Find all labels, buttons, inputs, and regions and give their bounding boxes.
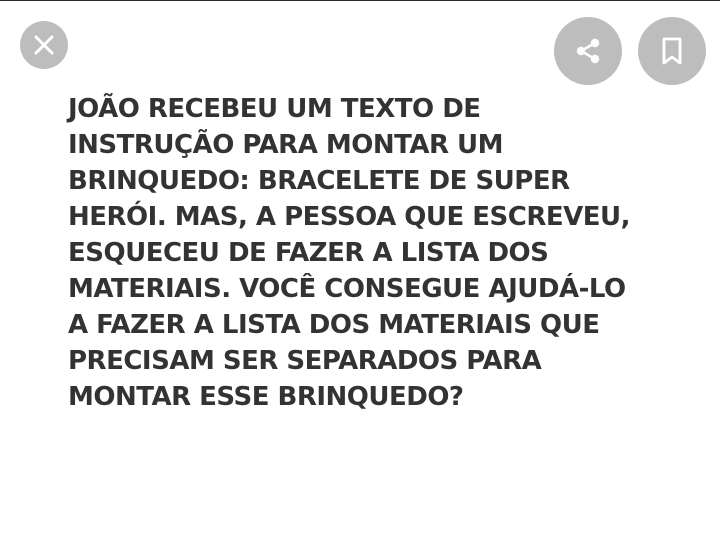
share-button[interactable] [554, 17, 622, 85]
bookmark-button[interactable] [638, 17, 706, 85]
question-line: MATERIAIS. VOCÊ CONSEGUE AJUDÁ-LO [68, 274, 626, 304]
question-text [68, 91, 668, 415]
question-line: PRECISAM SER SEPARADOS PARA [68, 346, 542, 376]
question-line: INSTRUÇÃO PARA MONTAR UM [68, 130, 504, 160]
question-line: MONTAR ESSE BRINQUEDO? [68, 382, 464, 412]
question-line: JOÃO RECEBEU UM TEXTO DE [68, 94, 481, 124]
bookmark-icon [659, 36, 685, 66]
question-line: A FAZER A LISTA DOS MATERIAIS QUE [68, 310, 600, 340]
close-button[interactable] [20, 21, 68, 69]
close-icon [32, 33, 56, 57]
question-line: HERÓI. MAS, A PESSOA QUE ESCREVEU, [68, 202, 630, 232]
question-line: ESQUECEU DE FAZER A LISTA DOS [68, 238, 549, 268]
share-icon [572, 35, 604, 67]
question-line: BRINQUEDO: BRACELETE DE SUPER [68, 166, 570, 196]
